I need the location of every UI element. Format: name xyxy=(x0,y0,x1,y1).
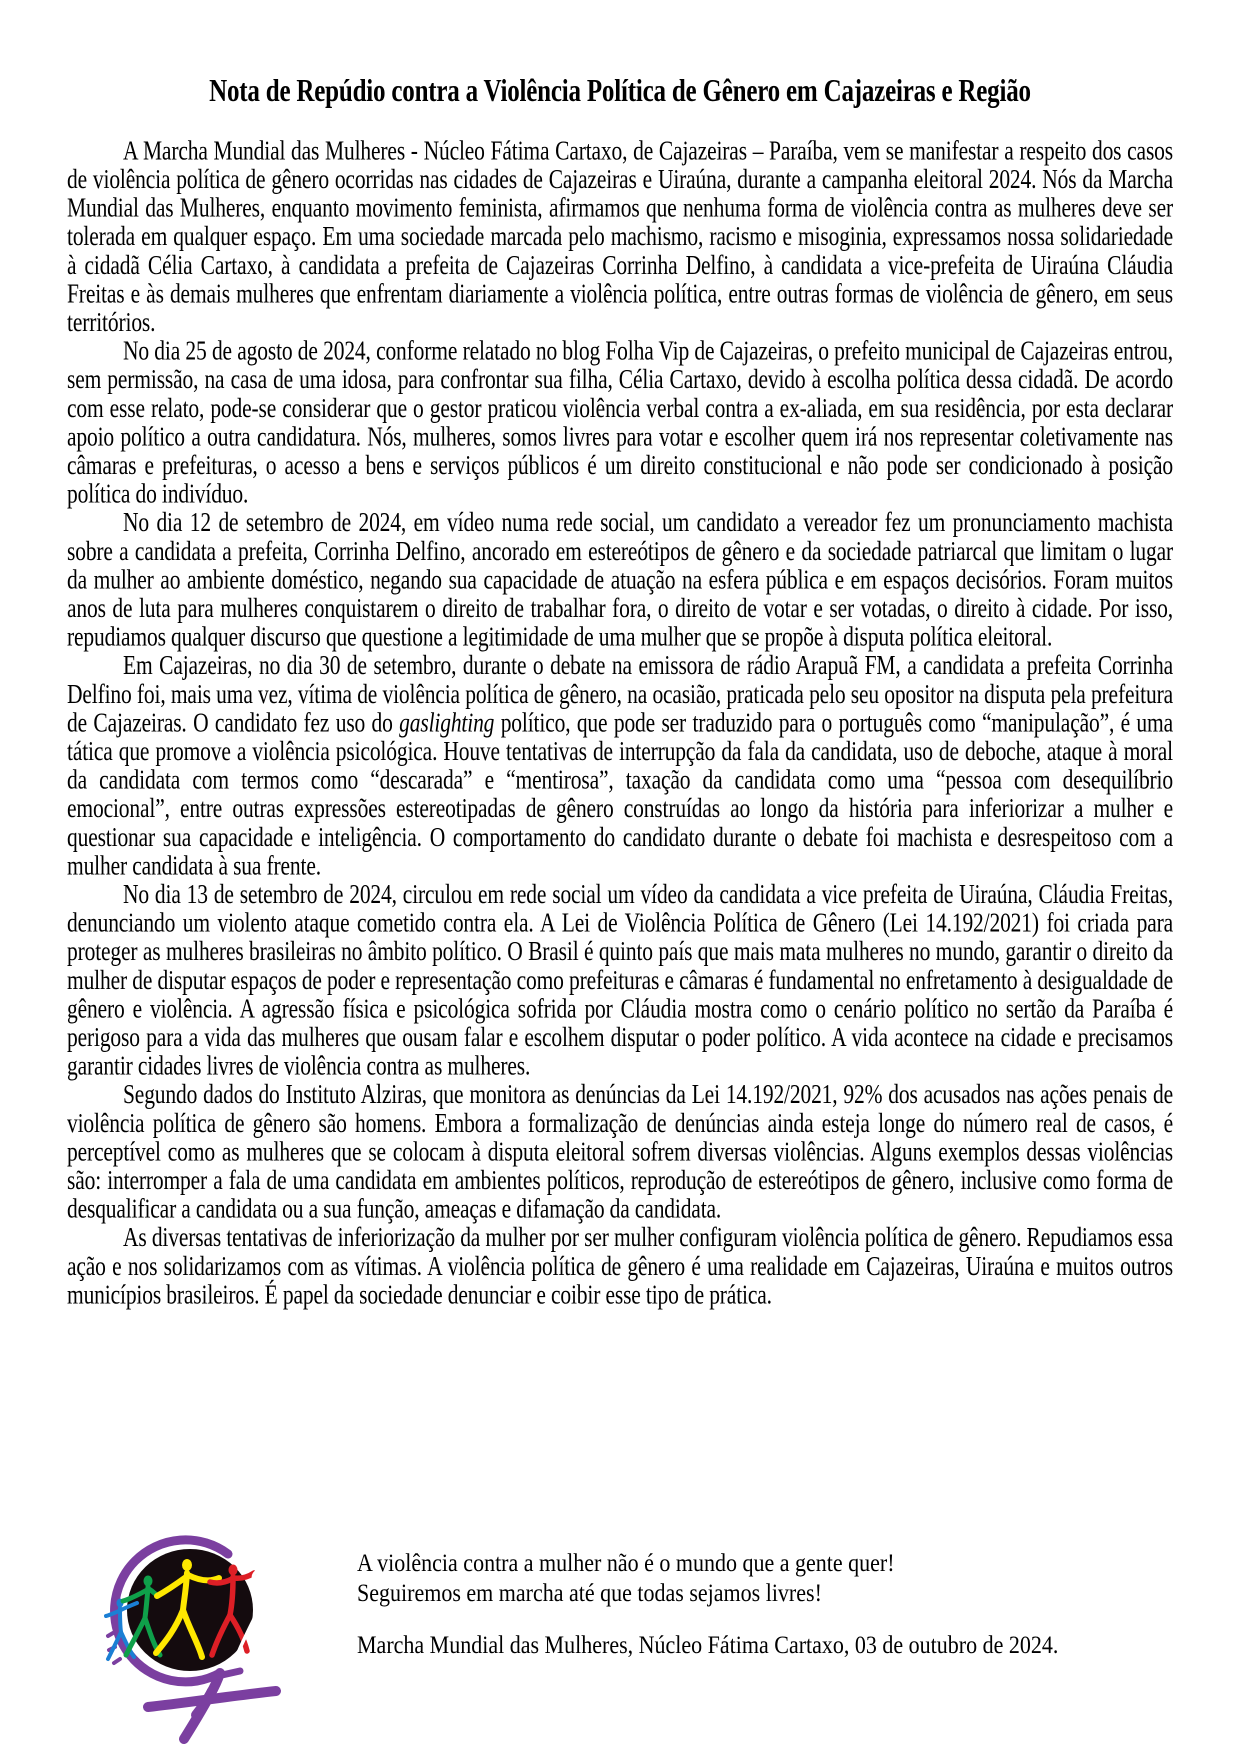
paragraph: Segundo dados do Instituto Alziras, que monitora as denúncias da Lei 14.192/2021, 92% dos acusados nas ações penais de violência política de gênero são homens. Embora a formalização de denúncias ainda esteja longe do número real de casos, é perceptível como as mulheres que se colocam à disputa eleitoral sofrem diversas violências. Alguns exemplos dessas violências são: interromper a fala de uma candidata em ambientes políticos, reprodução de estereótipos de gênero, inclusive como forma de desqualificar a candidata ou a sua função, ameaças e difamação da candidata. xyxy=(67,1078,1173,1225)
body-paragraphs xyxy=(67,136,1173,1309)
paragraph: As diversas tentativas de inferiorização da mulher por ser mulher configuram violência política de gênero. Repudiamos essa ação e nos solidarizamos com as vítimas. A violência política de gênero é uma realidade em Cajazeiras, Uiraúna e muitos outros municípios brasileiros. É papel da sociedade denunciar e coibir esse tipo de prática. xyxy=(67,1221,1173,1310)
paragraph: Em Cajazeiras, no dia 30 de setembro, durante o debate na emissora de rádio Arapuã FM, a candidata a prefeita Corrinha Delfino foi, mais uma vez, vítima de violência política de gênero, na ocasião, praticada pelo seu opositor na disputa pela prefeitura de Cajazeiras. O candidato fez uso do gaslighting político, que pode ser traduzido para o português como “manipulação”, é uma tática que promove a violência psicológica. Houve tentativas de interrupção da fala da candidata, uso de deboche, ataque à moral da candidata com termos como “descarada” e “mentirosa”, taxação da candidata como uma “pessoa com desequilíbrio emocional”, entre outras expressões estereotipadas de gênero construídas ao longo da história para inferiorizar a mulher e questionar sua capacidade e inteligência. O comportamento do candidato durante o debate foi machista e desrespeitoso com a mulher candidata à sua frente. xyxy=(67,649,1173,881)
paragraph: No dia 25 de agosto de 2024, conforme relatado no blog Folha Vip de Cajazeiras, o prefeito municipal de Cajazeiras entrou, sem permissão, na casa de uma idosa, para confrontar sua filha, Célia Cartaxo, devido à escolha política dessa cidadã. De acordo com esse relato, pode-se considerar que o gestor praticou violência verbal contra a ex-aliada, em sua residência, por esta declarar apoio político a outra candidatura. Nós, mulheres, somos livres para votar e escolher quem irá nos representar coletivamente nas câmaras e prefeituras, o acesso a bens e serviços públicos é um direito constitucional e não pode ser condicionado à posição política do indivíduo. xyxy=(67,334,1173,510)
slogan xyxy=(357,1548,895,1608)
marcha-mundial-das-mulheres-logo xyxy=(90,1515,290,1745)
slogan-line-2: Seguiremos em marcha até que todas sejamos livres! xyxy=(357,1577,822,1607)
slogan-line-1: A violência contra a mulher não é o mundo que a gente quer! xyxy=(357,1548,895,1577)
signature-line: Marcha Mundial das Mulheres, Núcleo Fátima Cartaxo, 03 de outubro de 2024. xyxy=(357,1630,1059,1659)
paragraph: No dia 12 de setembro de 2024, em vídeo numa rede social, um candidato a vereador fez um pronunciamento machista sobre a candidata a prefeita, Corrinha Delfino, ancorado em estereótipos de gênero e da sociedade patriarcal que limitam o lugar da mulher ao ambiente doméstico, negando sua capacidade de atuação na esfera pública e em espaços decisórios. Foram muitos anos de luta para mulheres conquistarem o direito de trabalhar fora, o direito de votar e ser votadas, o direito à cidade. Por isso, repudiamos qualquer discurso que questione a legitimidade de uma mulher que se propõe à disputa política eleitoral. xyxy=(67,506,1173,653)
document-title: Nota de Repúdio contra a Violência Política de Gênero em Cajazeiras e Região xyxy=(209,74,1031,109)
paragraph: No dia 13 de setembro de 2024, circulou em rede social um vídeo da candidata a vice prefeita de Uiraúna, Cláudia Freitas, denunciando um violento ataque cometido contra ela. A Lei de Violência Política de Gênero (Lei 14.192/2021) foi criada para proteger as mulheres brasileiras no âmbito político. O Brasil é quinto país que mais mata mulheres no mundo, garantir o direito da mulher de disputar espaços de poder e representação como prefeituras e câmaras é fundamental no enfretamento à desigualdade de gênero e violência. A agressão física e psicológica sofrida por Cláudia mostra como o cenário político no sertão da Paraíba é perigoso para a vida das mulheres que ousam falar e escolhem disputar o poder político. A vida acontece na cidade e precisamos garantir cidades livres de violência contra as mulheres. xyxy=(67,878,1173,1082)
paragraph: A Marcha Mundial das Mulheres - Núcleo Fátima Cartaxo, de Cajazeiras – Paraíba, vem se manifestar a respeito dos casos de violência política de gênero ocorridas nas cidades de Cajazeiras e Uiraúna, durante a campanha eleitoral 2024. Nós da Marcha Mundial das Mulheres, enquanto movimento feminista, afirmamos que nenhuma forma de violência contra as mulheres deve ser tolerada em qualquer espaço. Em uma sociedade marcada pelo machismo, racismo e misoginia, expressamos nossa solidariedade à cidadã Célia Cartaxo, à candidata a prefeita de Cajazeiras Corrinha Delfino, à candidata a vice-prefeita de Uiraúna Cláudia Freitas e às demais mulheres que enfrentam diariamente a violência política, entre outras formas de violência de gênero, em seus territórios. xyxy=(67,134,1173,338)
